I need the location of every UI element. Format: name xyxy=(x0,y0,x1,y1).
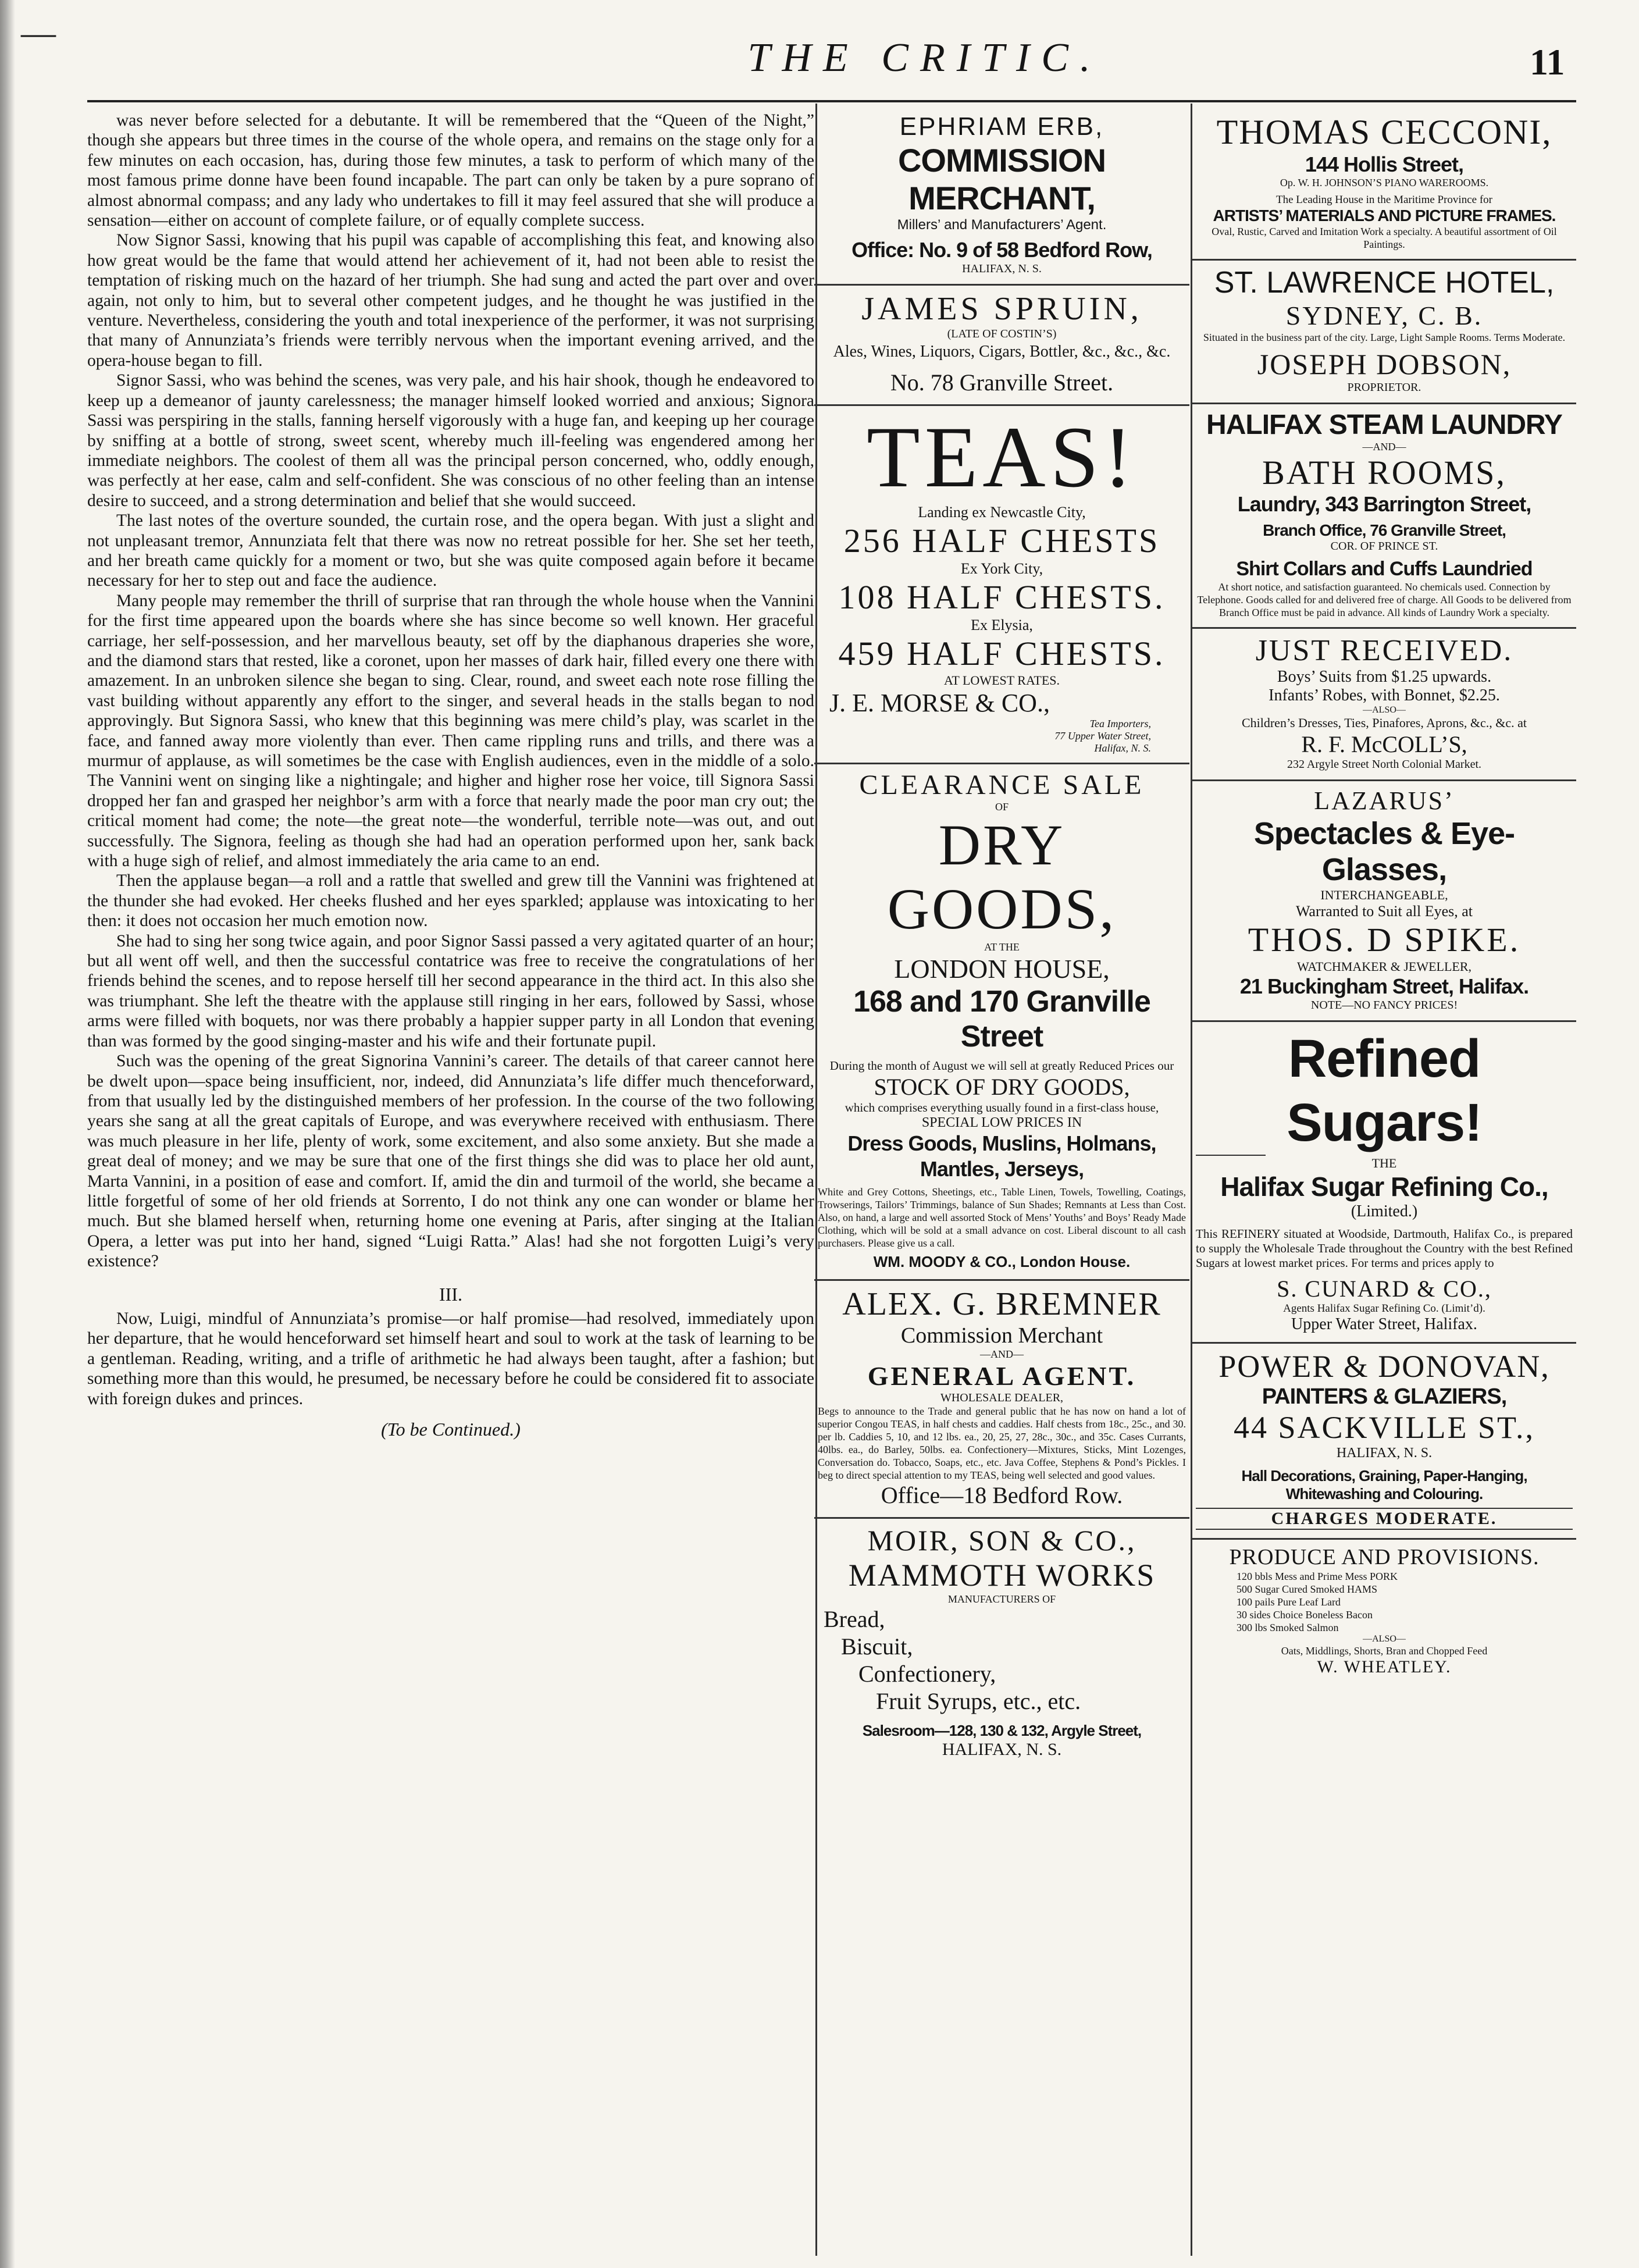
ad-mccoll-addr: 232 Argyle Street North Colonial Market. xyxy=(1287,758,1482,771)
ad-cecconi-address: 144 Hollis Street, xyxy=(1305,152,1464,176)
ad-teas-address: Tea Importers, xyxy=(1089,718,1151,729)
ad-spike-spectacles: Spectacles & Eye-Glasses, xyxy=(1253,816,1515,887)
ad-wheatley-item: 100 pails Pure Leaf Lard xyxy=(1237,1596,1341,1608)
ad-teas-firm: J. E. MORSE & CO., xyxy=(829,689,1050,717)
ad-london-body: White and Grey Cottons, Sheetings, etc., Table Linen, Towels, Towelling, Coatings, Trowserings, Tailors’ Trimmings, balance of Sun Shades; Remnants at Less than Cost. Also, on hand, a large and well assorted Stock of Mens’ Youths’ and Boys’ Ready Made Clothing, which will be sold at a small advance on cost. Liberal discount to all cash purchasers. Please give us a call. xyxy=(818,1186,1186,1249)
ad-teas-quantity: 108 HALF CHESTS. xyxy=(838,578,1166,616)
ad-teas-line: Ex Elysia, xyxy=(971,617,1033,633)
ad-mccoll-line: Infants’ Robes, with Bonnet, $2.25. xyxy=(1269,686,1500,704)
ad-mccoll xyxy=(1192,629,1576,781)
ad-moir-item: Biscuit, xyxy=(841,1633,913,1660)
ad-erb-title: COMMISSION MERCHANT, xyxy=(897,142,1106,216)
story-column xyxy=(87,111,814,2239)
ad-spike-note: NOTE—NO FANCY PRICES! xyxy=(1310,999,1458,1012)
ad-cecconi xyxy=(1192,108,1576,261)
ad-spruin-goods: Ales, Wines, Liquors, Cigars, Bottler, &c., &c., &c. xyxy=(833,343,1171,361)
ad-bremner-office: Office—18 Bedford Row. xyxy=(881,1482,1123,1508)
ad-erb-sub: Millers’ and Manufacturers’ Agent. xyxy=(897,217,1107,233)
ads-column-right xyxy=(1192,108,1576,1685)
ad-bremner-name: ALEX. G. BREMNER xyxy=(842,1286,1161,1322)
ad-erb xyxy=(814,108,1189,286)
ad-bremner-and: —AND— xyxy=(980,1348,1024,1360)
ad-teas-line: Landing ex Newcastle City, xyxy=(918,504,1086,521)
ad-spruin-late: (LATE OF COSTIN’S) xyxy=(947,327,1057,340)
ad-sugar-limited: (Limited.) xyxy=(1351,1202,1418,1220)
ad-sugar xyxy=(1192,1022,1576,1344)
ad-erb-office: Office: No. 9 of 58 Bedford Row, xyxy=(851,238,1152,262)
ad-cecconi-artists: ARTISTS’ MATERIALS AND PICTURE FRAMES. xyxy=(1213,206,1556,225)
ad-spruin-address: No. 78 Granville Street. xyxy=(890,369,1114,396)
ad-london-special: SPECIAL LOW PRICES IN xyxy=(921,1115,1082,1130)
ad-moir-works: MAMMOTH WORKS xyxy=(848,1558,1156,1593)
scan-edge xyxy=(0,0,15,2268)
ad-london-house xyxy=(814,764,1189,1281)
ad-teas-address: Halifax, N. S. xyxy=(1094,742,1151,754)
story-paragraph: The last notes of the overture sounded, the curtain rose, and the opera began. With just a slight and not unpleasant tremor, Annunziata felt that there was now no retreat possible for her. She set her teeth, and her breath came quickly for a moment or two, but she was quite composed again before it became necessary for her to step out and face the audience. xyxy=(87,511,814,590)
ad-moir-item: Confectionery, xyxy=(858,1661,996,1687)
ad-stlawrence-owner: JOSEPH DOBSON, xyxy=(1257,348,1512,380)
ad-london-at: AT THE xyxy=(984,941,1020,953)
story-paragraph: Such was the opening of the great Signorina Vannini’s career. The details of that career cannot here be dwelt upon—space being insufficient, nor, indeed, did Annunziata’s life differ much thenceforward, from that usually led by the distinguished members of her profession. In the course of the two following years she sang at all the great capitals of Europe, and was everywhere received with enthusiasm. There was much pleasure in her life, plenty of work, some excitement, and also some anxiety. But she made a great deal of money; and we may be sure that one of the first things she did was to place her old aunt, Marta Vannini, in a position of ease and comfort. If, amid the din and turmoil of the world, she became a little forgetful of some of her old friends at Sorrento, I do not think any one can wonder or blame her much. But she blamed herself when, returning home one evening at Paris, after singing at the Italian Opera, a letter was put into her hand, signed “Luigi Ratta.” Alas! had she not forgotten Luigi’s very existence? xyxy=(87,1052,814,1271)
ad-mccoll-headline: JUST RECEIVED. xyxy=(1255,634,1513,667)
ad-laundry-body: At short notice, and satisfaction guaranteed. No chemicals used. Connection by Telephone. Goods called for and delivered free of charge. All Goods to be delivered from Branch Office must be paid in advance. All kinds of Laundry Work a specialty. xyxy=(1197,581,1572,618)
ad-spike-inter: INTERCHANGEABLE, xyxy=(1320,888,1448,902)
ad-cecconi-name: THOMAS CECCONI, xyxy=(1216,113,1552,151)
ad-sugar-the: THE xyxy=(1371,1156,1397,1170)
ad-stlawrence-name: ST. LAWRENCE HOTEL, xyxy=(1214,266,1555,300)
ad-wheatley-item: 500 Sugar Cured Smoked HAMS xyxy=(1237,1583,1377,1595)
ad-power-trade: PAINTERS & GLAZIERS, xyxy=(1262,1384,1507,1409)
ad-moir-sales: Salesroom—128, 130 & 132, Argyle Street, xyxy=(862,1722,1142,1739)
story-paragraph: Now Signor Sassi, knowing that his pupil was capable of accomplishing this feat, and knowing also how great would be the fame that would attend her achievement of it, had not been able to resist the temptation of risking much on the hazard of her triumph. She had sung and acted the part over and over again, not only to him, but to several other competent judges, and he thought he was justified in the venture. Nevertheless, considering the youth and total inexperience of the performer, it was not surprising that many of Annunziata’s friends were terribly nervous when the important evening arrived, and the opera-house began to fill. xyxy=(87,231,814,370)
ad-st-lawrence xyxy=(1192,261,1576,404)
ad-laundry-and: —AND— xyxy=(1362,441,1406,453)
ad-bremner-body: Begs to announce to the Trade and general public that he has now on hand a lot of superior Congou TEAS, in half chests and caddies. Half chests from 18c., 25c., and 30. per lb. Caddies 5, 10, and 12 lbs. ea., 20, 25, 27, 28c., 30c., and 35c. Cases Currants, 40lbs. ea., do Barley, 50lbs. ea. Confectionery—Mixtures, Sticks, Mint Lozenges, Conversation do. Tobacco, Soaps, etc., etc. Java Coffee, Stephens & Pond’s Pickles. I beg to direct special attention to my TEAS, being well selected and good values. xyxy=(818,1405,1186,1481)
ad-spike-addr: 21 Buckingham Street, Halifax. xyxy=(1239,974,1529,998)
ad-mccoll-also: —ALSO— xyxy=(1363,705,1406,715)
ad-erb-city: HALIFAX, N. S. xyxy=(962,262,1042,275)
ad-sugar-agents: Agents Halifax Sugar Refining Co. (Limit’d). xyxy=(1283,1302,1485,1315)
ad-power-name: POWER & DONOVAN, xyxy=(1218,1349,1550,1384)
ad-wheatley-item: Oats, Middlings, Shorts, Bran and Chopped Feed xyxy=(1281,1645,1488,1657)
masthead-title: THE CRITIC. xyxy=(747,35,1102,80)
ad-sugar-addr: Upper Water Street, Halifax. xyxy=(1291,1315,1477,1333)
ad-london-clearance: CLEARANCE SALE xyxy=(859,770,1145,800)
ad-power-charges: CHARGES MODERATE. xyxy=(1196,1508,1573,1530)
ad-spruin-name: JAMES SPRUIN, xyxy=(861,291,1142,327)
story-paragraph: Then the applause began—a roll and a rattle that swelled and grew till the Vannini was frightened at the thunder she had evoked. Her cheeks flushed and her eyes sparkled; applause was intoxicating to her then: it does not occasion her much emotion now. xyxy=(87,871,814,931)
ad-london-which: which comprises everything usually found in a first-class house, xyxy=(845,1101,1159,1115)
section-heading: III. xyxy=(439,1283,462,1305)
ad-sugar-agent: S. CUNARD & CO., xyxy=(1277,1276,1492,1302)
ad-london-of: OF xyxy=(995,801,1009,813)
ad-laundry-shirt: Shirt Collars and Cuffs Laundried xyxy=(1236,558,1533,580)
ad-cecconi-oval: Oval, Rustic, Carved and Imitation Work a specialty. A beautiful assortment of Oil Paintings. xyxy=(1212,226,1557,250)
ad-sugar-headline: Refined Sugars! xyxy=(1287,1029,1482,1152)
ad-london-signed: WM. MOODY & CO., London House. xyxy=(873,1253,1131,1270)
ad-london-items: Dress Goods, Muslins, Holmans, Mantles, Jerseys, xyxy=(847,1131,1156,1181)
ad-power-donovan xyxy=(1192,1344,1576,1540)
ad-laundry-addr: Laundry, 343 Barrington Street, xyxy=(1237,492,1531,516)
ad-cecconi-opp: Op. W. H. JOHNSON’S PIANO WAREROOMS. xyxy=(1280,177,1489,188)
corner-dash: — xyxy=(21,13,56,52)
ad-spruin xyxy=(814,286,1189,406)
ad-moir-mfr: MANUFACTURERS OF xyxy=(947,1593,1056,1605)
ad-london-during: During the month of August we will sell at greatly Reduced Prices our xyxy=(829,1059,1174,1073)
ad-london-house: LONDON HOUSE, xyxy=(894,954,1110,984)
ad-stlawrence-desc: Situated in the business part of the city. Large, Light Sample Rooms. Terms Moderate. xyxy=(1203,332,1566,343)
ad-london-headline: DRY GOODS, xyxy=(887,813,1117,941)
ad-moir-name: MOIR, SON & CO., xyxy=(867,1524,1136,1557)
ad-teas-rates: AT LOWEST RATES. xyxy=(943,673,1060,688)
ad-wheatley-item: 30 sides Choice Boneless Bacon xyxy=(1237,1609,1373,1621)
ad-mccoll-line: Children’s Dresses, Ties, Pinafores, Aprons, &c., &c. at xyxy=(1241,715,1527,730)
ad-teas-headline: TEAS! xyxy=(867,409,1137,505)
ad-teas-quantity: 459 HALF CHESTS. xyxy=(838,635,1166,672)
story-paragraph: was never before selected for a debutante. It will be remembered that the “Queen of the Night,” though she appears but three times in the course of the whole opera, and remains on the stage only for a few minutes on each occasion, has, during those few minutes, a task to perform of which many of the most famous prime donne have been found incapable. The part can only be taken by a pure soprano of almost abnormal compass; and any lady who undertakes to fill it may feel assured that she will produce a sensation—either on account of complete failure, or of equally complete success. xyxy=(87,111,814,230)
ad-laundry-cor: COR. OF PRINCE ST. xyxy=(1330,540,1438,553)
ad-power-city: HALIFAX, N. S. xyxy=(1336,1445,1433,1461)
story-paragraph: She had to sing her song twice again, and poor Signor Sassi passed a very agitated quarter of an hour; but all went off well, and then the successful contatrice was free to receive the congratulations of her friends behind the scenes, and to repose herself till her second appearance in the third act. In this also she was triumphant. She left the theatre with the applause still ringing in her ears, followed by Sassi, whose arms were filled with boquets, nor was there probably a happier supper party in all London that evening than was formed by the good singing-master and his wife and their fortunate pupil. xyxy=(87,931,814,1051)
ad-laundry-name: HALIFAX STEAM LAUNDRY xyxy=(1206,410,1562,440)
ad-mccoll-name: R. F. McCOLL’S, xyxy=(1301,731,1467,757)
continued-note: (To be Continued.) xyxy=(381,1419,521,1440)
ad-london-address: 168 and 170 Granville Street xyxy=(853,985,1150,1053)
ad-bremner xyxy=(814,1281,1189,1519)
ad-moir-item: Bread, xyxy=(824,1606,885,1632)
story-paragraph: Many people may remember the thrill of surprise that ran through the whole house when the Vannini for the first time appeared upon the boards where she has since become so well known. Her graceful carriage, her self-possession, and her marvellous beauty, set off by the diaphanous draperies she wore, and the diamond stars that rested, like a coronet, upon her masses of dark hair, filled every one there with amazement. In an unbroken silence she began to sing. Clear, round, and sweet each note rose filling the vast building without apparently any effort to the singer, and several heads in the stalls began to nod approvingly. But Signora Sassi, who knew that this beginning was mere child’s play, was scarlet in the face, and fanned away more violently than ever. Then came rippling runs and trills, and there was a murmur of applause, as will sometimes be the case with English audiences, even in the middle of a solo. The Vannini went on singing like a nightingale; and higher and higher rose her voice, till Signora Sassi dropped her fan and grasped her neighbor’s arm with a force that nearly made the poor man cry out; the critical moment had come; the note—the great note—the wonderful, terrible note—was out, and out successfully. The Signora, feeling as though she had had an operation performed upon her, sank back with a huge sigh of relief, and almost immediately the aria came to an end. xyxy=(87,591,814,871)
ad-teas-line: Ex York City, xyxy=(960,560,1043,577)
ad-spike-name: LAZARUS’ xyxy=(1314,786,1455,815)
ad-stlawrence-role: PROPRIETOR. xyxy=(1347,381,1421,394)
ad-mccoll-line: Boys’ Suits from $1.25 upwards. xyxy=(1277,668,1492,686)
ad-moir-item: Fruit Syrups, etc., etc. xyxy=(876,1688,1081,1714)
ad-wheatley-headline: PRODUCE AND PROVISIONS. xyxy=(1229,1545,1540,1569)
ad-wheatley-also: —ALSO— xyxy=(1363,1634,1406,1644)
header-rule xyxy=(87,100,1576,102)
ad-wheatley-item: 120 bbls Mess and Prime Mess PORK xyxy=(1237,1571,1398,1582)
ad-wheatley-item: 300 lbs Smoked Salmon xyxy=(1237,1622,1339,1633)
ad-moir xyxy=(814,1519,1189,1768)
ad-stlawrence-city: SYDNEY, C. B. xyxy=(1285,301,1483,330)
story-paragraph: Signor Sassi, who was behind the scenes, was very pale, and his hair shook, though he endeavored to keep up a demeanor of jaunty carelessness; the manager himself looked worried and anxious; Signora Sassi was perspiring in the stalls, fanning herself vigorously with a huge fan, and keeping up her courage by sniffing at a bottle of strong, sweet scent, whereby much ill-feeling was engendered among her immediate neighbors. The coolest of them all was the principal person concerned, who, oddly enough, was perfectly at her ease, calm and self-confident. She was conscious of no other feeling than an intense desire to succeed, and a strong determination and belief that she would succeed. xyxy=(87,371,814,510)
ad-erb-name: EPHRIAM ERB, xyxy=(899,112,1104,141)
ad-sugar-body: This REFINERY situated at Woodside, Dartmouth, Halifax Co., is prepared to supply the Wholesale Trade throughout the Country with the best Refined Sugars at lowest market prices. For terms and prices apply to xyxy=(1196,1227,1573,1270)
ad-laundry-branch: Branch Office, 76 Granville Street, xyxy=(1263,521,1506,539)
ad-bremner-ga: GENERAL AGENT. xyxy=(867,1361,1136,1391)
ad-power-addr: 44 SACKVILLE ST., xyxy=(1234,1410,1535,1445)
ads-column-middle xyxy=(814,108,1189,1768)
ad-spike-trade: WATCHMAKER & JEWELLER, xyxy=(1296,959,1472,974)
ad-wheatley-name: W. WHEATLEY. xyxy=(1317,1657,1452,1676)
ad-sugar-company: Halifax Sugar Refining Co., xyxy=(1220,1172,1548,1202)
ad-laundry-bath: BATH ROOMS, xyxy=(1262,454,1506,492)
ad-bremner-cm: Commission Merchant xyxy=(900,1323,1103,1348)
ad-teas-address: 77 Upper Water Street, xyxy=(1054,730,1151,742)
ad-laundry xyxy=(1192,404,1576,629)
ad-teas-quantity: 256 HALF CHESTS xyxy=(843,522,1160,560)
ad-spike-warranted: Warranted to Suit all Eyes, at xyxy=(1295,903,1473,920)
ad-wheatley xyxy=(1192,1540,1576,1685)
page-number: 11 xyxy=(1530,41,1565,83)
ad-spike-firm: THOS. D SPIKE. xyxy=(1248,921,1521,959)
ad-london-stock: STOCK OF DRY GOODS, xyxy=(874,1074,1130,1100)
ad-power-hall: Hall Decorations, Graining, Paper-Hanging, Whitewashing and Colouring. xyxy=(1241,1467,1527,1502)
ad-cecconi-leading: The Leading House in the Maritime Province for xyxy=(1276,194,1492,206)
ad-spike xyxy=(1192,781,1576,1022)
ad-moir-city: HALIFAX, N. S. xyxy=(942,1740,1062,1759)
ad-teas xyxy=(814,406,1189,764)
story-paragraph: Now, Luigi, mindful of Annunziata’s promise—or half promise—had resolved, immediately upon her departure, that he would henceforward set himself heart and soul to work at the task of learning to be a gentleman. Reading, writing, and a trifle of arithmetic he had always been taught, after a fashion; but something more than this would, he presumed, be necessary before he could be considered fit to associate with foreign dukes and princes. xyxy=(87,1309,814,1408)
ad-bremner-wd: WHOLESALE DEALER, xyxy=(940,1391,1064,1404)
